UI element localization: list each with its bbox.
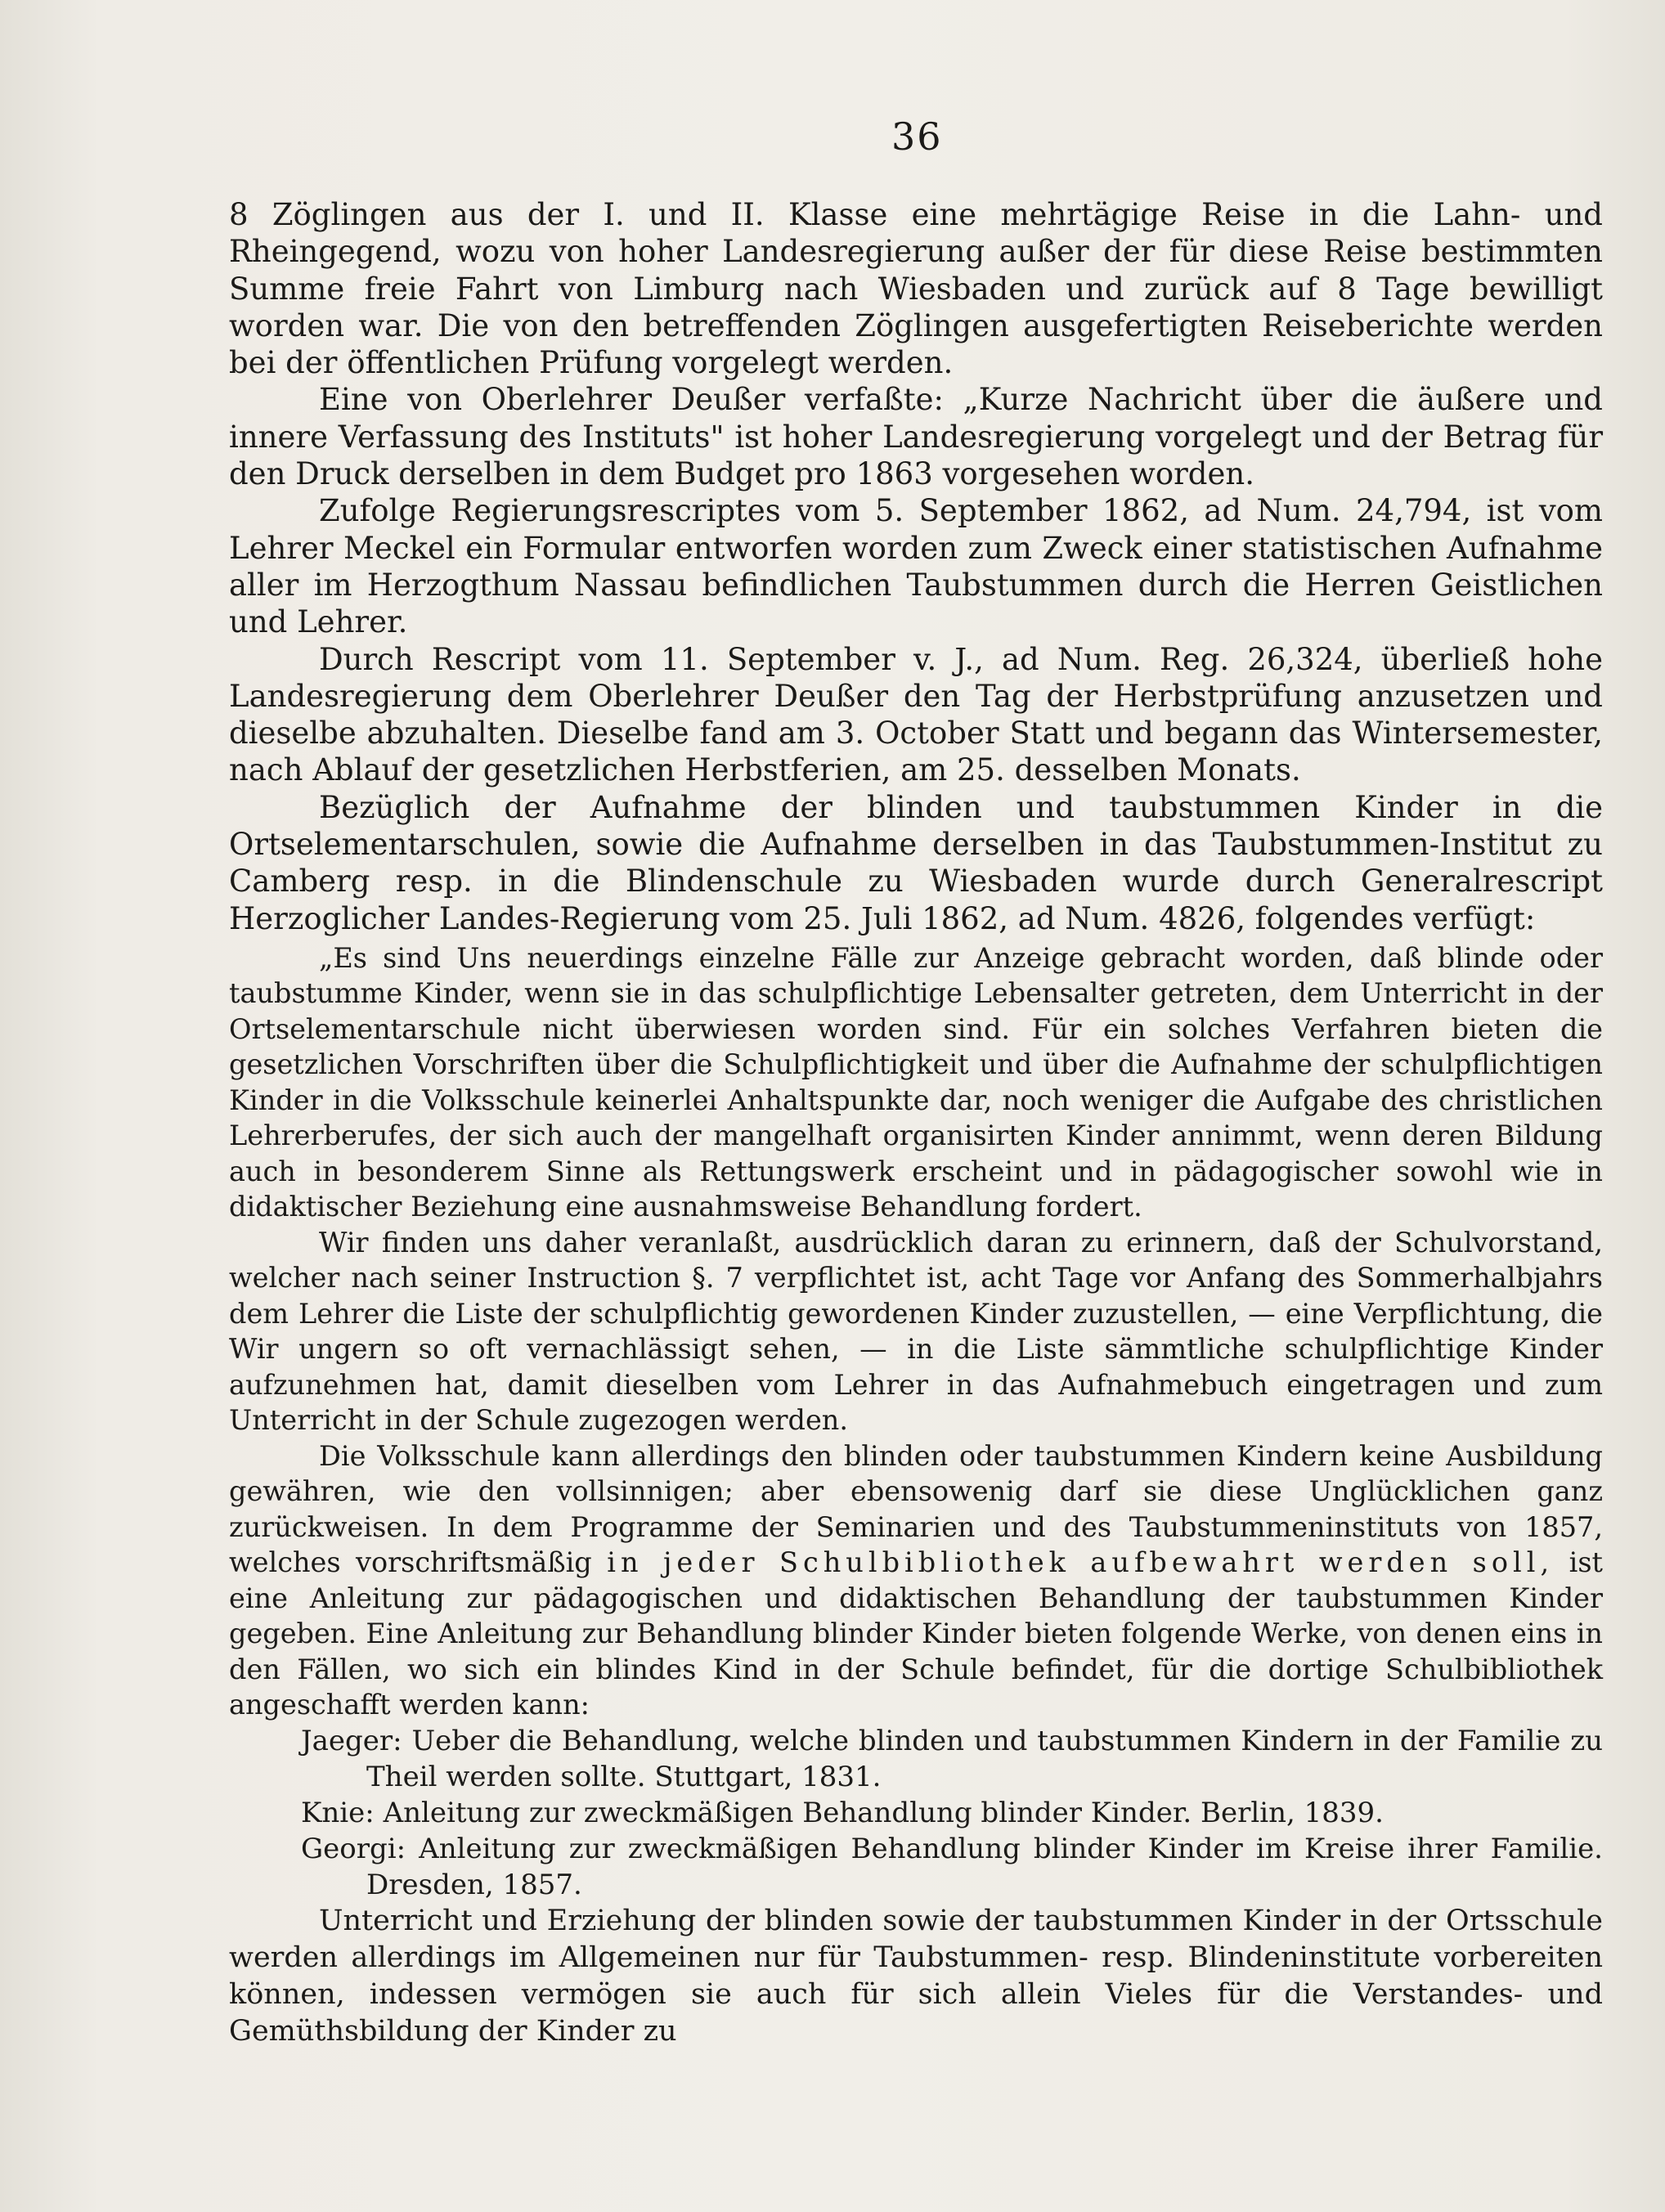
paragraph-continuation: 8 Zöglingen aus der I. und II. Klasse eine mehrtägige Reise in die Lahn- und Rheingegend, wozu von hoher Landesregierung außer der für diese Reise bestimmten Summe freie Fahrt von Limburg nach Wiesbaden und zurück auf 8 Tage bewilligt worden war. Die von den betreffenden Zöglingen ausgefertigten Reiseberichte werden bei der öffentlichen Prüfung vorgelegt werden. (229, 197, 1603, 381)
paragraph-statistics-form: Zufolge Regierungsrescriptes vom 5. September 1862, ad Num. 24,794, ist vom Lehrer Meckel ein Formular entworfen worden zum Zweck einer statistischen Aufnahme aller im Herzogthum Nassau befindlichen Taubstummen durch die Herren Geistlichen und Lehrer. (229, 493, 1603, 640)
paragraph-institute-report: Eine von Oberlehrer Deußer verfaßte: „Kurze Nachricht über die äußere und innere Verfassung des Instituts" ist hoher Landesregierung vorgelegt und der Betrag für den Druck derselben in dem Budget pro 1863 vorgesehen worden. (229, 382, 1603, 492)
literature-author: Georgi: (301, 1832, 406, 1865)
quote-text-after: ist eine Anleitung zur pädagogischen und didaktischen Behandlung der taubstummen Kinder gegeben. Eine Anleitung zur Behandlung blinder Kinder bieten folgende Werke, von denen eins in den Fällen, wo sich ein blindes Kind in der Schule befindet, für die dortige Schulbibliothek angeschafft werden kann: (229, 1546, 1603, 1721)
literature-title: Ueber die Behandlung, welche blinden und taubstummen Kindern in der Familie zu Theil werden sollte. (366, 1724, 1603, 1793)
quote-paragraph-3 (229, 1438, 1603, 1723)
quote-paragraph-1: „Es sind Uns neuerdings einzelne Fälle zur Anzeige gebracht worden, daß blinde oder taubstumme Kinder, wenn sie in das schulpflichtige Lebensalter getreten, dem Unterricht in der Ortselementarschule nicht überwiesen worden sind. Für ein solches Verfahren bieten die gesetzlichen Vorschriften über die Schulpflichtigkeit und über die Aufnahme der schulpflichtigen Kinder in die Volksschule keinerlei Anhaltspunkte dar, noch weniger die Aufgabe des christlichen Lehrerberufes, der sich auch der mangelhaft organisirten Kinder annimmt, wenn deren Bildung auch in besonderem Sinne als Rettungswerk erscheint und in pädagogischer sowohl wie in didaktischer Beziehung eine ausnahmsweise Behandlung fordert. (229, 941, 1603, 1223)
paragraph-admission-decree: Bezüglich der Aufnahme der blinden und taubstummen Kinder in die Ortselementarschulen, sowie die Aufnahme derselben in das Taubstummen-Institut zu Camberg resp. in die Blindenschule zu Wiesbaden wurde durch Generalrescript Herzoglicher Landes-Regierung vom 25. Juli 1862, ad Num. 4826, folgendes verfügt: (229, 789, 1603, 936)
literature-item-georgi (229, 1831, 1603, 1903)
literature-item-knie (229, 1795, 1603, 1831)
quote-paragraph-2: Wir finden uns daher veranlaßt, ausdrücklich daran zu erinnern, daß der Schulvorstand, welcher nach seiner Instruction §. 7 verpflichtet ist, acht Tage vor Anfang des Sommerhalbjahrs dem Lehrer die Liste der schulpflichtig gewordenen Kinder zuzustellen, — eine Verpflichtung, die Wir ungern so oft vernachlässigt sehen, — in die Liste sämmtliche schulpflichtige Kinder aufzunehmen hat, damit dieselben vom Lehrer in das Aufnahmebuch eingetragen und zum Unterricht in der Schule zugezogen werden. (229, 1226, 1603, 1437)
quote-spaced-emphasis: in jeder Schulbibliothek aufbewahrt werden soll, (607, 1546, 1555, 1579)
literature-place-year: Stuttgart, 1831. (654, 1760, 882, 1793)
paragraph-closing: Unterricht und Erziehung der blinden sowie der taubstummen Kinder in der Ortsschule werden allerdings im Allgemeinen nur für Taubstummen- resp. Blindeninstitute vorbereiten können, indessen vermögen sie auch für sich allein Vieles für die Verstandes- und Gemüthsbildung der Kinder zu (229, 1904, 1603, 2048)
literature-author: Knie: (301, 1796, 375, 1829)
body-text (229, 196, 1603, 2050)
literature-title: Anleitung zur zweckmäßigen Behandlung blinder Kinder im Kreise ihrer Familie. (419, 1832, 1603, 1865)
paragraph-autumn-exam: Durch Rescript vom 11. September v. J., ad Num. Reg. 26,324, überließ hohe Landesregierung dem Oberlehrer Deußer den Tag der Herbstprüfung anzusetzen und dieselbe abzuhalten. Dieselbe fand am 3. October Statt und begann das Wintersemester, nach Ablauf der gesetzlichen Herbstferien, am 25. desselben Monats. (229, 641, 1603, 788)
literature-author: Jaeger: (301, 1724, 402, 1757)
page-number: 36 (891, 114, 943, 159)
literature-place-year: Dresden, 1857. (366, 1868, 582, 1901)
literature-place-year: Berlin, 1839. (1200, 1796, 1384, 1829)
literature-item-jaeger (229, 1723, 1603, 1795)
quote-text-before: Die Volksschule kann allerdings den blinden oder taubstummen Kindern keine Ausbildung gewähren, wie den vollsinnigen; aber ebensowenig darf sie diese Unglücklichen ganz zurückweisen. In dem Programme der Seminarien und des Taubstummeninstituts von 1857, welches vorschriftsmäßig (229, 1439, 1603, 1579)
literature-title: Anleitung zur zweckmäßigen Behandlung blinder Kinder. (383, 1796, 1192, 1829)
